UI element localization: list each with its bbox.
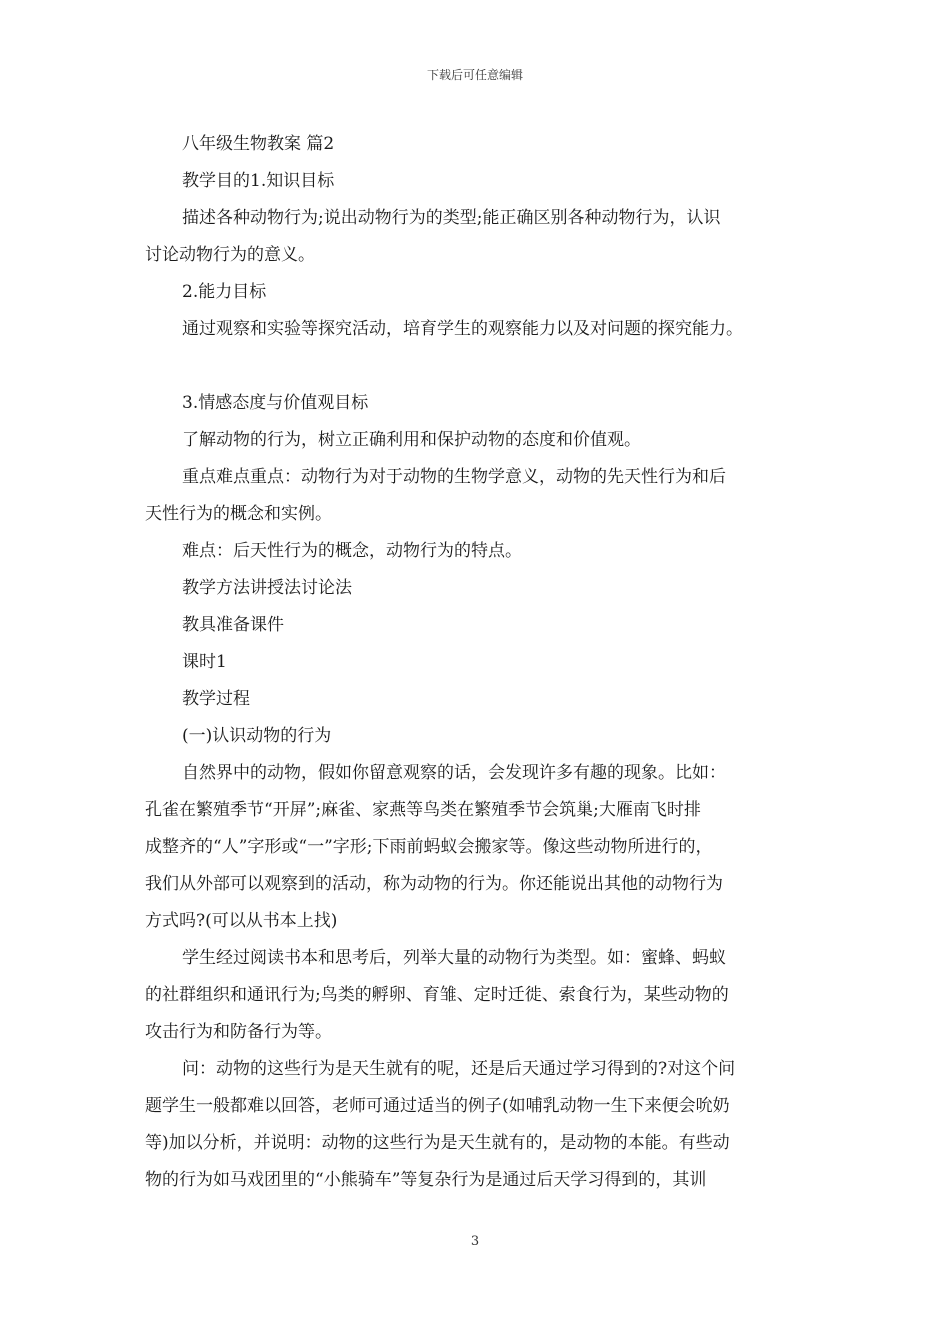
- paragraph-line: 等)加以分析，并说明：动物的这些行为是天生就有的，是动物的本能。有些动: [145, 1133, 730, 1153]
- paragraph-line: 问：动物的这些行为是天生就有的呢，还是后天通过学习得到的?对这个问: [182, 1059, 736, 1079]
- document-body: [145, 126, 821, 1199]
- blank-line: [145, 348, 821, 385]
- paragraph-line: 孔雀在繁殖季节“开屏”;麻雀、家燕等鸟类在繁殖季节会筑巢;大雁南飞时排: [145, 800, 701, 820]
- paragraph-line: 自然界中的动物，假如你留意观察的话，会发现许多有趣的现象。比如：: [182, 763, 726, 783]
- paragraph-line: 讨论动物行为的意义。: [145, 245, 315, 265]
- paragraph-line: 攻击行为和防备行为等。: [145, 1022, 332, 1042]
- paragraph-line: 题学生一般都难以回答，老师可通过适当的例子(如哺乳动物一生下来便会吮奶: [145, 1096, 730, 1116]
- paragraph-line: 难点：后天性行为的概念，动物行为的特点。: [182, 541, 522, 561]
- paragraph-line: 教学过程: [182, 689, 250, 709]
- page-number: 3: [470, 1234, 480, 1249]
- paragraph-line: 课时1: [182, 652, 227, 672]
- paragraph-line: 通过观察和实验等探究活动，培育学生的观察能力以及对问题的探究能力。: [182, 319, 743, 339]
- paragraph-line: 教学目的1.知识目标: [182, 171, 335, 191]
- section-heading: 八年级生物教案 篇2: [182, 134, 335, 154]
- paragraph-line: 了解动物的行为，树立正确利用和保护动物的态度和价值观。: [182, 430, 641, 450]
- paragraph-line: 学生经过阅读书本和思考后，列举大量的动物行为类型。如：蜜蜂、蚂蚁: [182, 948, 726, 968]
- paragraph-line: 教具准备课件: [182, 615, 284, 635]
- paragraph-line: 重点难点重点：动物行为对于动物的生物学意义，动物的先天性行为和后: [182, 467, 726, 487]
- paragraph-line: 教学方法讲授法讨论法: [182, 578, 352, 598]
- paragraph-line: 我们从外部可以观察到的活动，称为动物的行为。你还能说出其他的动物行为: [145, 874, 723, 894]
- paragraph-line: 描述各种动物行为;说出动物行为的类型;能正确区别各种动物行为，认识: [182, 208, 721, 228]
- paragraph-line: 物的行为如马戏团里的“小熊骑车”等复杂行为是通过后天学习得到的，其训: [145, 1170, 707, 1190]
- paragraph-line: 方式吗?(可以从书本上找): [145, 911, 338, 931]
- paragraph-line: 的社群组织和通讯行为;鸟类的孵卵、育雏、定时迁徙、索食行为，某些动物的: [145, 985, 729, 1005]
- paragraph-line: 天性行为的概念和实例。: [145, 504, 332, 524]
- paragraph-line: 2.能力目标: [182, 282, 267, 302]
- paragraph-line: 3.情感态度与价值观目标: [182, 393, 369, 413]
- paragraph-line: (一)认识动物的行为: [182, 726, 332, 746]
- page-header-note: 下载后可任意编辑: [426, 68, 523, 82]
- paragraph-line: 成整齐的“人”字形或“一”字形;下雨前蚂蚁会搬家等。像这些动物所进行的，: [145, 837, 713, 857]
